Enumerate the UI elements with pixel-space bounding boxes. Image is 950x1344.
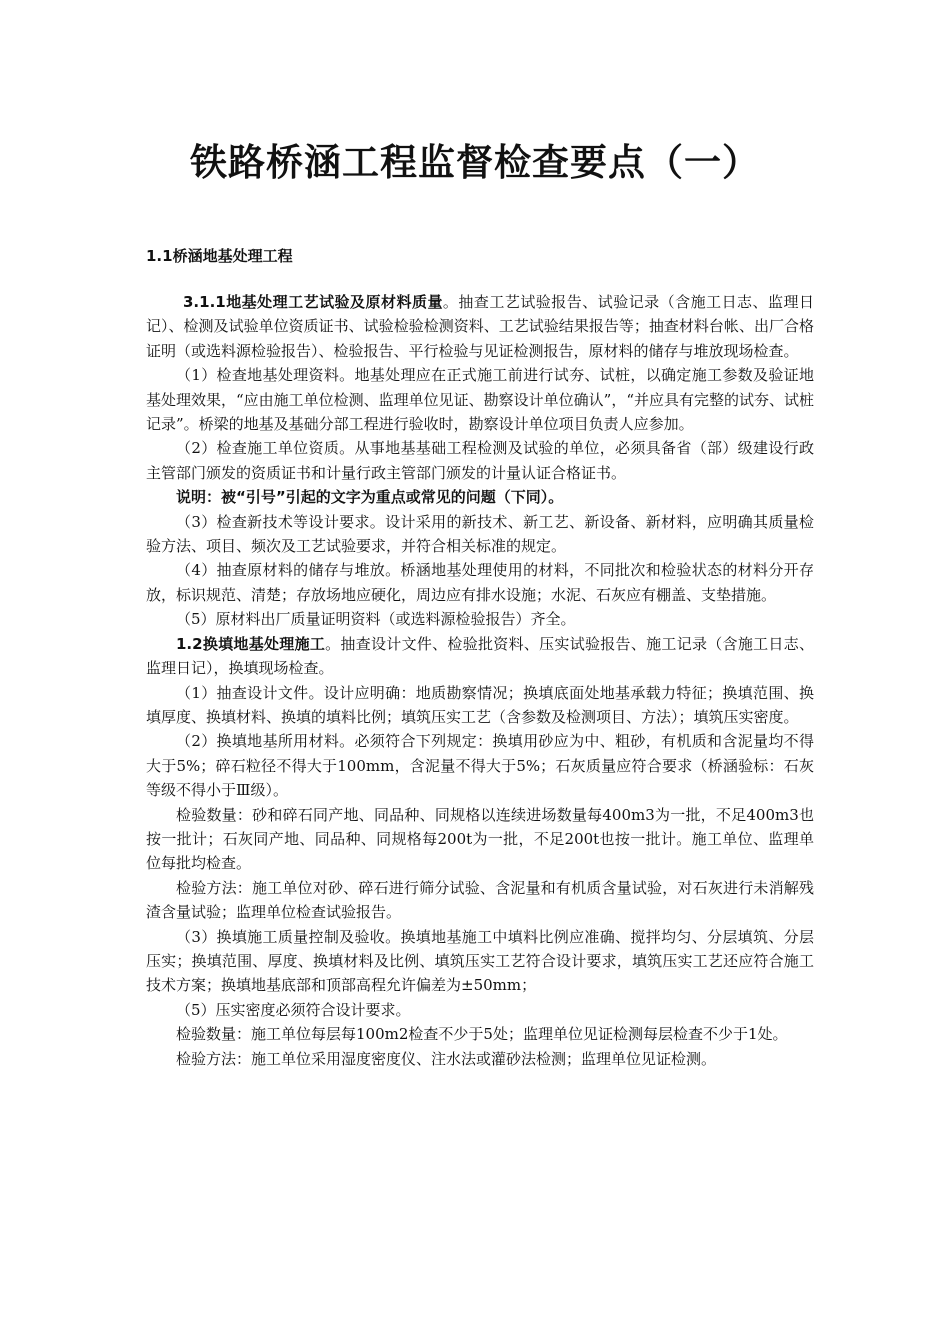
paragraph-compaction-method: 检验方法：施工单位采用湿度密度仪、注水法或灌砂法检测；监理单位见证检测。	[176, 1049, 717, 1068]
paragraph-heading: 1.2换填地基处理施工	[176, 634, 326, 653]
paragraph-text: 。抽查工艺试验报告、试验记录（含施工日志、监理日记）、检测及试验单位资质证书、试验检验检测资料、工艺试验结果报告等；抽查材料台帐、出厂合格证明（或选料源检验报告）、检验报告、平行检验与见证检测报告，原材料的储存与堆放现场检查。	[146, 293, 814, 360]
paragraph-3-1-1	[146, 290, 814, 363]
paragraph-item-1: （1）检查地基处理资料。地基处理应在正式施工前进行试夯、试桩，以确定施工参数及验证地基处理效果，“应由施工单位检测、监理单位见证、勘察设计单位确认”，“并应具有完整的试夯、试桩记录”。桥梁的地基及基础分部工程进行验收时，勘察设计单位项目负责人应参加。	[146, 366, 815, 434]
paragraph-item-2: （2）检查施工单位资质。从事地基基础工程检测及试验的单位，必须具备省（部）级建设行政主管部门颁发的资质证书和计量行政主管部门颁发的计量认证合格证书。	[146, 439, 814, 482]
paragraph-item-4: （4）抽查原材料的储存与堆放。桥涵地基处理使用的材料，不同批次和检验状态的材料分开存放，标识规范、清楚；存放场地应硬化，周边应有排水设施；水泥、石灰应有棚盖、支垫措施。	[146, 561, 814, 604]
paragraph-materials: （2）换填地基所用材料。必须符合下列规定：换填用砂应为中、粗砂，有机质和含泥量均不得大于5%；碎石粒径不得大于100mm，含泥量不得大于5%；石灰质量应符合要求（桥涵验标：石灰等级不得小于Ⅲ级）。	[146, 732, 814, 800]
paragraph-1-2	[146, 632, 814, 681]
paragraph-inspection-quantity: 检验数量：砂和碎石同产地、同品种、同规格以连续进场数量每400m3为一批，不足400m3也按一批计；石灰同产地、同品种、同规格每200t为一批，不足200t也按一批计。施工单位、监理单位每批均检查。	[146, 805, 814, 873]
paragraph-item-3: （3）检查新技术等设计要求。设计采用的新技术、新工艺、新设备、新材料，应明确其质量检验方法、项目、频次及工艺试验要求，并符合相关标准的规定。	[146, 512, 814, 556]
note-paragraph: 说明：被“引号”引起的文字为重点或常见的问题（下同）。	[176, 488, 564, 507]
paragraph-heading: 3.1.1地基处理工艺试验及原材料质量	[183, 293, 443, 311]
paragraph-inspection-method: 检验方法：施工单位对砂、碎石进行筛分试验、含泥量和有机质含量试验，对石灰进行未消解残渣含量试验；监理单位检查试验报告。	[146, 878, 814, 922]
paragraph-quality-control: （3）换填施工质量控制及验收。换填地基施工中填料比例应准确、搅拌均匀、分层填筑、分层压实；换填范围、厚度、换填材料及比例、填筑压实工艺符合设计要求，填筑压实工艺还应符合施工技术方案；换填地基底部和顶部高程允许偏差为±50mm；	[146, 927, 814, 995]
paragraph-text: 。抽查设计文件、检验批资料、压实试验报告、施工记录（含施工日志、监理日记），换填现场检查。	[146, 634, 814, 678]
document-body	[146, 290, 814, 1071]
paragraph-compaction: （5）压实密度必须符合设计要求。	[176, 1000, 411, 1019]
section-heading: 1.1桥涵地基处理工程	[146, 247, 293, 265]
page-title: 铁路桥涵工程监督检查要点（一）	[190, 141, 760, 184]
paragraph-compaction-quantity: 检验数量：施工单位每层每100m2检查不少于5处；监理单位见证检测每层检查不少于1处。	[176, 1025, 788, 1044]
paragraph-item-5: （5）原材料出厂质量证明资料（或选料源检验报告）齐全。	[176, 610, 576, 629]
paragraph-design-docs: （1）抽查设计文件。设计应明确：地质勘察情况；换填底面处地基承载力特征；换填范围、换填厚度、换填材料、换填的填料比例；填筑压实工艺（含参数及检测项目、方法）；填筑压实密度。	[146, 683, 814, 726]
